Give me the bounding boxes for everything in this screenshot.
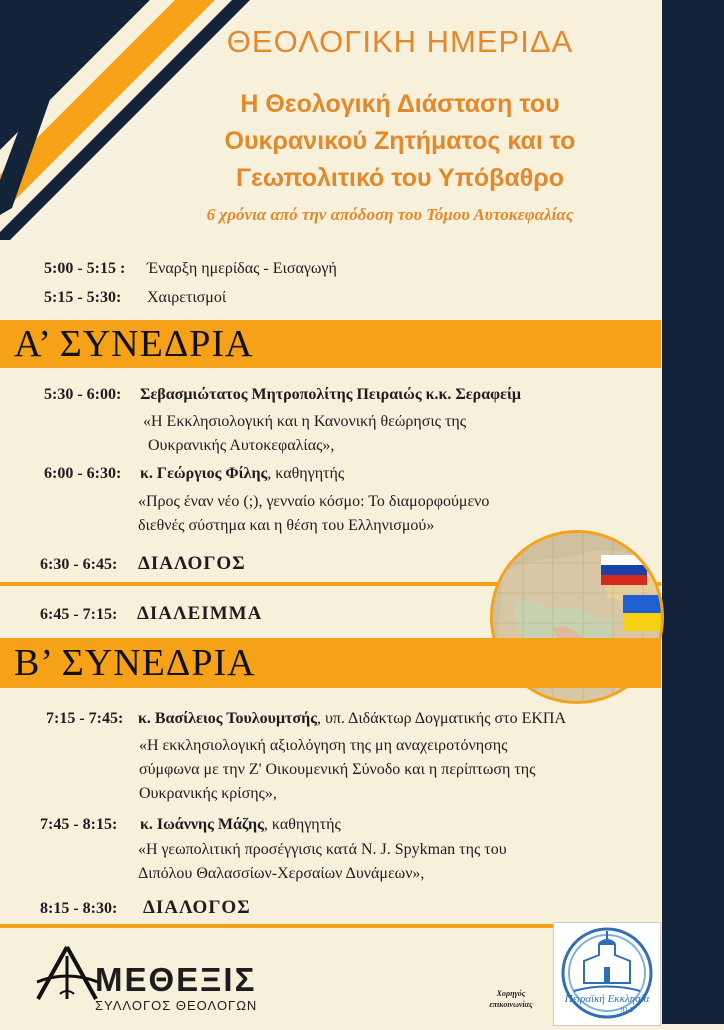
session-a-talk1-time: 5:30 - 6:00: — [44, 386, 122, 403]
metheksis-logo-text — [95, 963, 257, 1013]
session-b-talk1-time: 7:15 - 7:45: — [46, 710, 124, 727]
session-b-talk1-title-1: «Η εκκλησιολογική αξιολόγηση της μη αναχειροτόνησης — [139, 737, 508, 754]
right-navy-bar — [662, 0, 724, 1024]
session-a-banner — [0, 320, 661, 368]
session-a-dialogue-time: 6:30 - 6:45: — [40, 556, 118, 573]
session-b-talk2-title-2: Διπόλου Θαλασσίων-Χερσαίων Δυνάμεων», — [138, 865, 425, 882]
session-b-dialogue-time: 8:15 - 8:30: — [40, 900, 118, 917]
session-a-label: Α’ ΣΥΝΕΔΡΙΑ — [14, 323, 254, 365]
break-label: ΔΙΑΛΕΙΜΜΑ — [137, 603, 263, 624]
session-a-talk1-speaker: Σεβασμιώτατος Μητροπολίτης Πειραιώς κ.κ. Σεραφείμ — [140, 386, 521, 403]
radio-frequency: 91.2 — [620, 1006, 634, 1014]
session-b-talk1-speaker: κ. Βασίλειος Τουλουμτσής — [138, 710, 317, 727]
radio-name: Πειραϊκή Εκκλησία — [564, 993, 650, 1005]
session-b-talk2-role: , καθηγητής — [263, 816, 341, 833]
page-subtitle: Η Θεολογική Διάσταση του Ουκρανικού Ζητήματος και το Γεωπολιτικό του Υπόβαθρο — [224, 90, 576, 192]
session-b-dialogue-label: ΔΙΑΛΟΓΟΣ — [143, 897, 251, 918]
session-b-talk2-title-1: «Η γεωπολιτική προσέγγισις κατά N. J. Spykman της του — [138, 841, 507, 858]
media-sponsor-label: Χορηγός επικοινωνίας — [489, 989, 533, 1009]
session-a-talk2-title-1: «Προς έναν νέο (;), γενναίο κόσμο: Το διαμορφούμενο — [138, 493, 490, 510]
session-a-talk1-title-2: Ουκρανικής Αυτοκεφαλίας», — [148, 437, 335, 454]
page-tagline: 6 χρόνια από την απόδοση του Τόμου Αυτοκεφαλίας — [206, 205, 574, 224]
session-b-talk2-speaker: κ. Ιωάννης Μάζης — [140, 816, 264, 833]
ukraine-flag — [623, 595, 661, 631]
session-a-talk2-role: , καθηγητής — [267, 465, 345, 482]
session-a-dialogue-label: ΔΙΑΛΟΓΟΣ — [138, 553, 246, 574]
session-a-talk1-title-1: «Η Εκκλησιολογική και η Κανονική θεώρησις της — [143, 413, 467, 430]
radio-sponsor-logo — [553, 922, 661, 1026]
break-time: 6:45 - 7:15: — [40, 606, 118, 623]
session-a-talk2-time: 6:00 - 6:30: — [44, 465, 122, 482]
metheksis-logo-icon — [32, 944, 102, 1002]
intro-text-1: Έναρξη ημερίδας - Εισαγωγή — [147, 260, 337, 277]
session-a-talk2-title-2: διεθνές σύστημα και η θέση του Ελληνισμού» — [138, 517, 435, 534]
session-b-talk2-time: 7:45 - 8:15: — [40, 816, 118, 833]
logo-name: ΜΕΘΕΞΙΣ — [95, 961, 257, 998]
logo-subtitle: ΣΥΛΛΟΓΟΣ ΘΕΟΛΟΓΩΝ — [95, 998, 258, 1013]
session-a-talk2-speaker: κ. Γεώργιος Φίλης — [140, 465, 268, 482]
intro-time-1: 5:00 - 5:15 : — [44, 260, 126, 277]
russia-flag — [601, 555, 647, 585]
intro-time-2: 5:15 - 5:30: — [44, 289, 122, 306]
intro-text-2: Χαιρετισμοί — [147, 289, 227, 306]
session-b-talk1-title-2: σύμφωνα με την Ζ' Οικουμενική Σύνοδο και η περίπτωση της — [139, 761, 536, 778]
session-a-talk2-speaker-line — [140, 462, 344, 486]
session-b-talk1-speaker-line — [138, 707, 566, 731]
session-b-label: Β’ ΣΥΝΕΔΡΙΑ — [14, 642, 256, 684]
session-b-talk2-speaker-line — [140, 813, 341, 837]
page-title: ΘΕΟΛΟΓΙΚΗ ΗΜΕΡΙΔΑ — [226, 24, 574, 59]
session-b-talk1-title-3: Ουκρανικής κρίσης», — [139, 785, 277, 802]
session-b-banner — [0, 638, 661, 688]
session-b-talk1-role: , υπ. Διδάκτωρ Δογματικής στο ΕΚΠΑ — [316, 710, 567, 727]
